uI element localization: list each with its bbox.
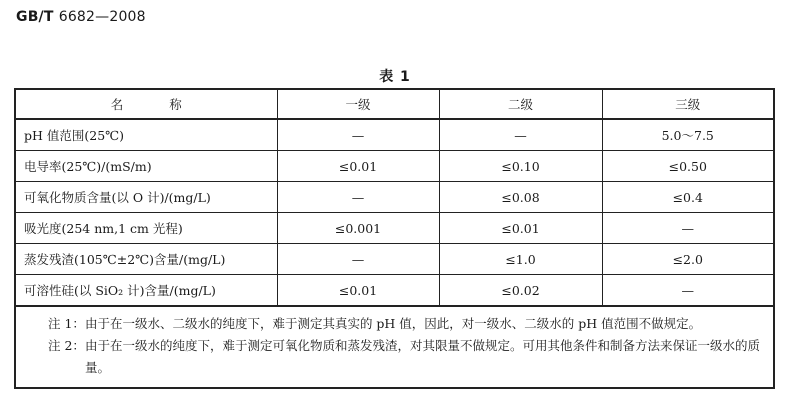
grade3-value: — <box>602 213 774 244</box>
table-row <box>15 151 774 182</box>
table-header-row <box>15 89 774 119</box>
grade3-value: ≤0.4 <box>602 182 774 213</box>
table-row <box>15 275 774 307</box>
table-title: 表 1 <box>379 69 411 85</box>
row-name: 蒸发残渣(105℃±2℃)含量/(mg/L) <box>15 244 277 275</box>
grade1-value: ≤0.01 <box>277 275 439 307</box>
header-grade2: 二级 <box>439 89 602 119</box>
notes-row <box>15 306 774 388</box>
table-row <box>15 213 774 244</box>
grade2-value: ≤0.02 <box>439 275 602 307</box>
note-1 <box>26 313 763 335</box>
grade3-value: 5.0～7.5 <box>602 119 774 151</box>
row-name: 电导率(25℃)/(mS/m) <box>15 151 277 182</box>
notes-cell <box>15 306 774 388</box>
header-name-char1: 名 <box>110 97 124 112</box>
grade2-value: ≤0.08 <box>439 182 602 213</box>
header-name <box>15 89 277 119</box>
table-row <box>15 244 774 275</box>
grade2-value: ≤0.01 <box>439 213 602 244</box>
grade3-value: ≤2.0 <box>602 244 774 275</box>
grade2-value: ≤1.0 <box>439 244 602 275</box>
standard-number: 6682—2008 <box>58 9 146 25</box>
water-grade-spec-table <box>14 88 775 389</box>
grade2-value: ≤0.10 <box>439 151 602 182</box>
grade1-value: — <box>277 244 439 275</box>
note-2-text: 由于在一级水的纯度下，难于测定可氧化物质和蒸发残渣，对其限量不做规定。可用其他条件和制备方法来保证一级水的质量。 <box>84 338 760 375</box>
note-2 <box>26 335 763 379</box>
grade1-value: ≤0.01 <box>277 151 439 182</box>
grade1-value: — <box>277 119 439 151</box>
table-row <box>15 182 774 213</box>
standard-code: GB/T <box>16 9 54 25</box>
header-grade3: 三级 <box>602 89 774 119</box>
grade1-value: — <box>277 182 439 213</box>
note-2-label: 注 2： <box>48 338 85 353</box>
header-grade1: 一级 <box>277 89 439 119</box>
row-name: 吸光度(254 nm,1 cm 光程) <box>15 213 277 244</box>
table-row <box>15 119 774 151</box>
note-1-label: 注 1： <box>48 316 85 331</box>
grade2-value: — <box>439 119 602 151</box>
row-name: 可溶性硅(以 SiO₂ 计)含量/(mg/L) <box>15 275 277 307</box>
header-name-char2: 称 <box>169 97 182 112</box>
standard-header <box>16 9 146 25</box>
grade1-value: ≤0.001 <box>277 213 439 244</box>
note-1-text: 由于在一级水、二级水的纯度下，难于测定其真实的 pH 值，因此，对一级水、二级水的 pH 值范围不做规定。 <box>84 316 702 331</box>
grade3-value: — <box>602 275 774 307</box>
grade3-value: ≤0.50 <box>602 151 774 182</box>
row-name: pH 值范围(25℃) <box>15 119 277 151</box>
row-name: 可氧化物质含量(以 O 计)/(mg/L) <box>15 182 277 213</box>
